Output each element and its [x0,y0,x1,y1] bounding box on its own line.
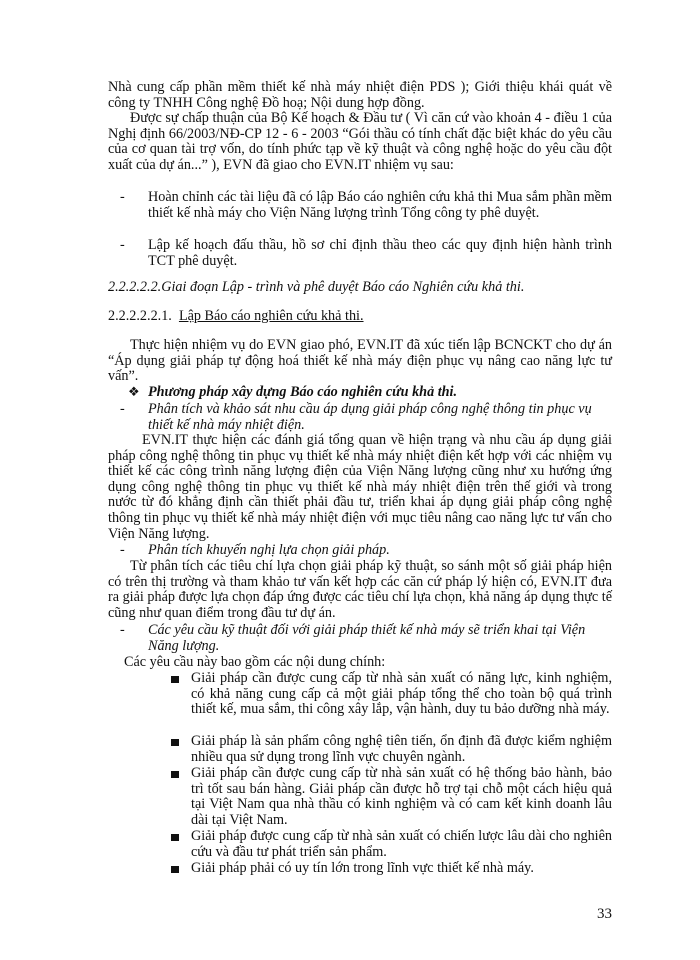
requirements-title: Các yêu cầu kỹ thuật đối với giải pháp thiết kế nhà máy sẽ triển khai tại Viện Năng lượng. [148,622,586,654]
intro-lines: Nhà cung cấp phần mềm thiết kế nhà máy nhiệt điện PDS ); Giới thiệu khái quát về công ty TNHH Công nghệ Đồ hoạ; Nội dung hợp đồng. [108,79,612,111]
task-item-1: Hoàn chỉnh các tài liệu đã có lập Báo cáo nghiên cứu khả thi Mua sắm phần mềm thiết kế nhà máy cho Viện Năng lượng trình Tổng công ty phê duyệt. [148,189,612,221]
square-bullet-icon [171,771,179,778]
subsection-title: Lập Báo cáo nghiên cứu khả thi. [178,308,364,324]
requirement-item-1: Giải pháp cần được cung cấp từ nhà sản xuất có năng lực, kinh nghiệm, có khả năng cung cấp cả một giải pháp tổng thể cho toàn bộ quá trình thiết kế, mua sắm, thi công xây lắp, vận hành, duy tu bảo dưỡng nhà máy. [191,670,612,718]
requirements-intro: Các yêu cầu này bao gồm các nội dung chính: [124,654,386,670]
square-bullet-icon [171,866,179,873]
subsection-heading [108,309,628,325]
task-dash-2: - [120,237,125,253]
analysis2-title: Phân tích khuyến nghị lựa chọn giải pháp. [148,542,390,558]
requirement-item-5: Giải pháp phải có uy tín lớn trong lĩnh vực thiết kế nhà máy. [191,860,534,876]
page-number: 33 [597,906,612,922]
requirement-item-4: Giải pháp được cung cấp từ nhà sản xuất có chiến lược lâu dài cho nghiên cứu và đầu tư phát triển sản phẩm. [191,828,612,860]
task-dash-1: - [120,189,125,205]
section-heading: 2.2.2.2.2.Giai đoạn Lập - trình và phê duyệt Báo cáo Nghiên cứu khả thi. [108,279,525,295]
task-item-2: Lập kế hoạch đấu thầu, hồ sơ chỉ định thầu theo các quy định hiện hành trình TCT phê duyệt. [148,237,612,269]
requirements-dash: - [120,622,125,638]
analysis1-body: EVN.IT thực hiện các đánh giá tổng quan về hiện trạng và nhu cầu áp dụng giải pháp công nghệ thông tin phục vụ thiết kế nhà máy nhiệt điện kết hợp với các nhiệm vụ thiết kế các công trình năng lượng điện của Viện Năng lượng cũng như xu hướng ứng dụng công nghệ thông tin phục vụ thiết kế nhà máy nhiệt điện trên thế giới và trong nước từ đó khẳng định cần thiết phải đầu tư, triển khai áp dụng giải pháp công nghệ thông tin phục vụ thiết kế nhà máy nhiệt điện với mục tiêu nâng cao năng lực tư vấn cho Viện Năng lượng. [108,432,612,542]
square-bullet-icon [171,676,179,683]
square-bullet-icon [171,739,179,746]
analysis1-dash: - [120,401,125,417]
intro-paragraph: Được sự chấp thuận của Bộ Kế hoạch & Đầu tư ( Vì căn cứ vào khoản 4 - điều 1 của Nghị định 66/2003/NĐ-CP 12 - 6 - 2003 “Gói thầu có tính chất đặc biệt khác do yêu cầu của cơ quan tài trợ vốn, do tính phức tạp về kỹ thuật và công nghệ hoặc do yêu cầu đột xuất của dự án...” ), EVN đã giao cho EVN.IT nhiệm vụ sau: [108,110,612,173]
analysis2-body: Từ phân tích các tiêu chí lựa chọn giải pháp kỹ thuật, so sánh một số giải pháp hiện có trên thị trường và tham khảo tư vấn kết hợp các căn cứ pháp lý hiện có, EVN.IT đưa ra giải pháp được lựa chọn đáp ứng được các tiêu chí lựa chọn, khả năng áp dụng thực tế cũng như quan điểm trong đầu tư dự án. [108,558,612,621]
square-bullet-icon [171,834,179,841]
requirement-item-2: Giải pháp là sản phẩm công nghệ tiên tiến, ổn định đã được kiểm nghiệm nhiều qua sử dụng trong lĩnh vực chuyên ngành. [191,733,612,765]
subsection-number: 2.2.2.2.2.1. [108,308,172,324]
analysis1-title: Phân tích và khảo sát nhu cầu áp dụng giải pháp công nghệ thông tin phục vụ thiết kế nhà máy nhiệt điện. [148,401,592,433]
method-heading: Phương pháp xây dựng Báo cáo nghiên cứu khả thi. [148,384,458,400]
analysis2-dash: - [120,542,125,558]
diamond-bullet-icon: ❖ [128,385,140,400]
requirement-item-3: Giải pháp cần được cung cấp từ nhà sản xuất có hệ thống bảo hành, bảo trì tốt sau bán hàng. Giải pháp cần được hỗ trợ tại chỗ một cách hiệu quả tại Việt Nam qua nhà thầu có kinh nghiệm và có cam kết kinh doanh lâu dài tại Việt Nam. [191,765,612,828]
task-paragraph: Thực hiện nhiệm vụ do EVN giao phó, EVN.IT đã xúc tiến lập BCNCKT cho dự án “Áp dụng giải pháp tự động hoá thiết kế nhà máy điện phục vụ nâng cao năng lực tư vấn”. [108,337,612,385]
